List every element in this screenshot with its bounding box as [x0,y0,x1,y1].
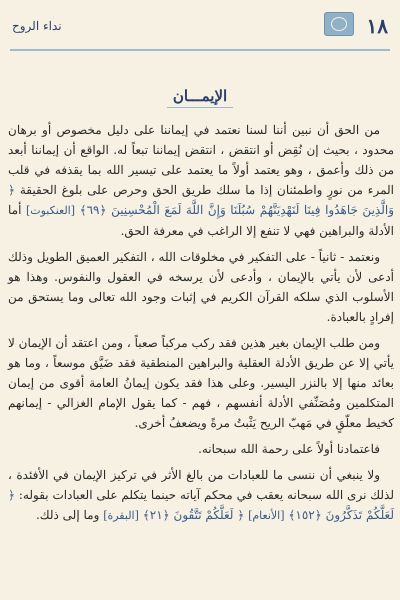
paragraph-text: أما الأدلة والبراهين فهي لا تنفع إلا الراغب في معرفة الحق. [8,203,394,238]
paragraph [8,120,394,241]
paragraph-text: من الحق أن نبين أننا لسنا نعتمد في إيماننا على دليل مخصوص أو برهان محدود ، بحيث إن نُقِض أو انتقض ، انتقض إيماننا تبعاً له. الواقع أن إيماننا أبعد من ذلك وأعمق ، وهو يعتمد أولاً ما يعتمد على تيسير الله بما يقذفه في قلب المرء من نورٍ واطمئنان إذا ما سلك طريق الحق وحرص على بلوغ الحقيقة [8,123,394,197]
paragraph-text: ولا ينبغي أن ننسى ما للعبادات من بالغ الأثر في تركيز الإيمان في الأفئدة ، لذلك نرى الله سبحانه يعقب في محكم آياته حينما يتكلم على العبادات بقوله: [8,468,394,502]
body-text [8,120,394,532]
page-header [0,0,400,52]
surah-reference: [البقرة] [103,509,139,522]
header-divider [10,49,390,51]
quran-verse: ﴿ لَعَلَّكُمْ تَذَكَّرُونَ ﴿١٥٢﴾ [8,488,394,522]
paragraph [8,333,394,433]
quran-verse: ﴿ وَالَّذِينَ جَاهَدُوا فِينَا لَنَهْدِيَنَّهُمْ سُبُلَنَا وَإِنَّ اللَّهَ لَمَعَ الْمُحْسِنِينَ ﴿٦٩﴾ [8,183,394,217]
quran-verse: ﴿ لَعَلَّكُمْ تَتَّقُونَ ﴿٢١﴾ [138,508,249,522]
section-title: الإيمـــان [167,87,233,108]
paragraph-text: ومن طلب الإيمان بغير هذين فقد ركب مركباً صعباً ، ومن اعتقد أن الإيمان لا يأتي إلا عن طريق الأدلة العقلية والبراهين المنطقية فقد ضَيَّق موسعاً ، وما هو بعائد منها إلا بالنزر اليسير. وعلى هذا فقد يكون إيمانُ العامة أقوى من إيمان المتكلمين ومُصَنِّفي الأدلة أنفسهم ، فهم - كما يقول الإمام الغزالي - إيمانهم كخيط معلّقٍ في مَهبّ الريح يَثْبتُ مرةً ويضعفُ أخرى. [8,336,394,430]
section-heading [0,87,400,105]
ornament-icon [324,12,354,36]
surah-reference: [العنكبوت] [25,204,76,217]
paragraph [8,465,394,526]
paragraph [8,439,394,459]
surah-reference: [الأنعام] [248,509,285,522]
paragraph-text: وما إلى ذلك. [35,508,104,522]
page-number: ١٨ [366,14,388,38]
book-title: نداء الروح [12,19,62,33]
paragraph-text: فاعتمادنا أولاً على رحمة الله سبحانه. [198,442,380,456]
paragraph [8,247,394,327]
paragraph-text: ونعتمد - ثانياً - على التفكير في مخلوقات الله ، التفكير العميق الطويل وذلك أدعى لأن يأتي بالإيمان ، وأدعى لأن يرسخه في العقول والنفوس. وهذا هو الأسلوب الذي سلكه القرآن الكريم في إثبات وجود الله تعالى وما يستحق من إفرادٍ بالعبادة. [8,250,394,324]
